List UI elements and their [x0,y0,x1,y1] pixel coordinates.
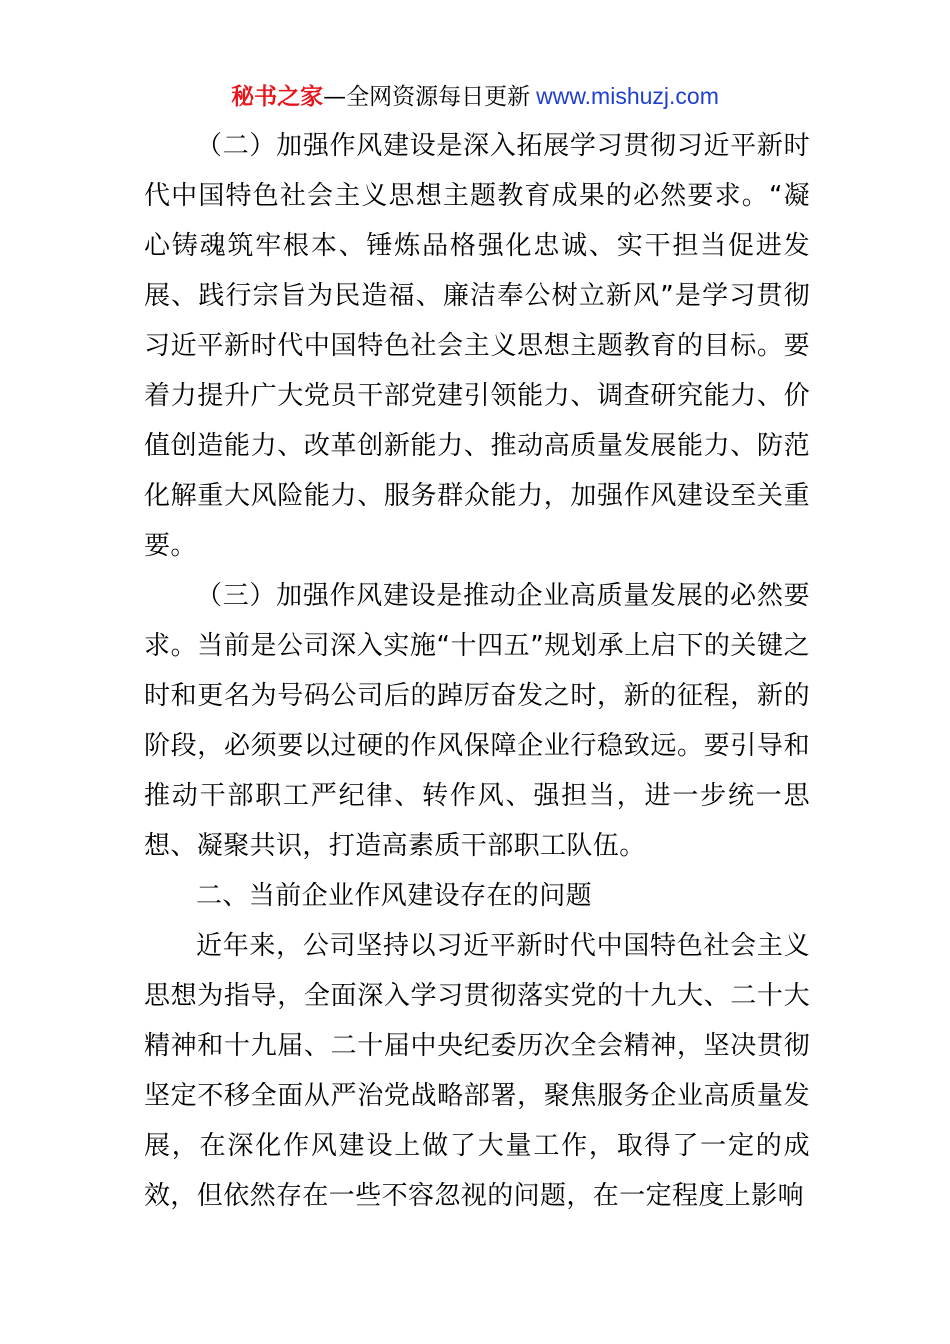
site-brand: 秘书之家 [231,84,324,110]
site-tagline: —全网资源每日更新 [323,84,531,110]
paragraph-section-3: （三）加强作风建设是推动企业高质量发展的必然要求。当前是公司深入实施“十四五”规划承上启下的关键之时和更名为号码公司后的踔厉奋发之时，新的征程，新的阶段，必须要以过硬的作风保障企业行稳致远。要引导和推动干部职工严纪律、转作风、强担当，进一步统一思想、凝聚共识，打造高素质干部职工队伍。 [144,581,810,861]
paragraph-section-2: （二）加强作风建设是深入拓展学习贯彻习近平新时代中国特色社会主义思想主题教育成果的必然要求。“凝心铸魂筑牢根本、锤炼品格强化忠诚、实干担当促进发展、践行宗旨为民造福、廉洁奉公树立新风”是学习贯彻习近平新时代中国特色社会主义思想主题教育的目标。要着力提升广大党员干部党建引领能力、调查研究能力、价值创造能力、改革创新能力、推动高质量发展能力、防范化解重大风险能力、服务群众能力，加强作风建设至关重要。 [144,131,810,561]
section-heading-problems: 二、当前企业作风建设存在的问题 [196,881,593,911]
paragraph-problems-intro: 近年来，公司坚持以习近平新时代中国特色社会主义思想为指导，全面深入学习贯彻落实党的十九大、二十大精神和十九届、二十届中央纪委历次全会精神，坚决贯彻坚定不移全面从严治党战略部署，聚焦服务企业高质量发展，在深化作风建设上做了大量工作，取得了一定的成效，但依然存在一些不容忽视的问题，在一定程度上影响 [144,931,810,1211]
page-header [0,80,950,113]
site-url-link[interactable]: www.mishuzj.com [536,83,719,109]
document-body [144,121,810,1221]
